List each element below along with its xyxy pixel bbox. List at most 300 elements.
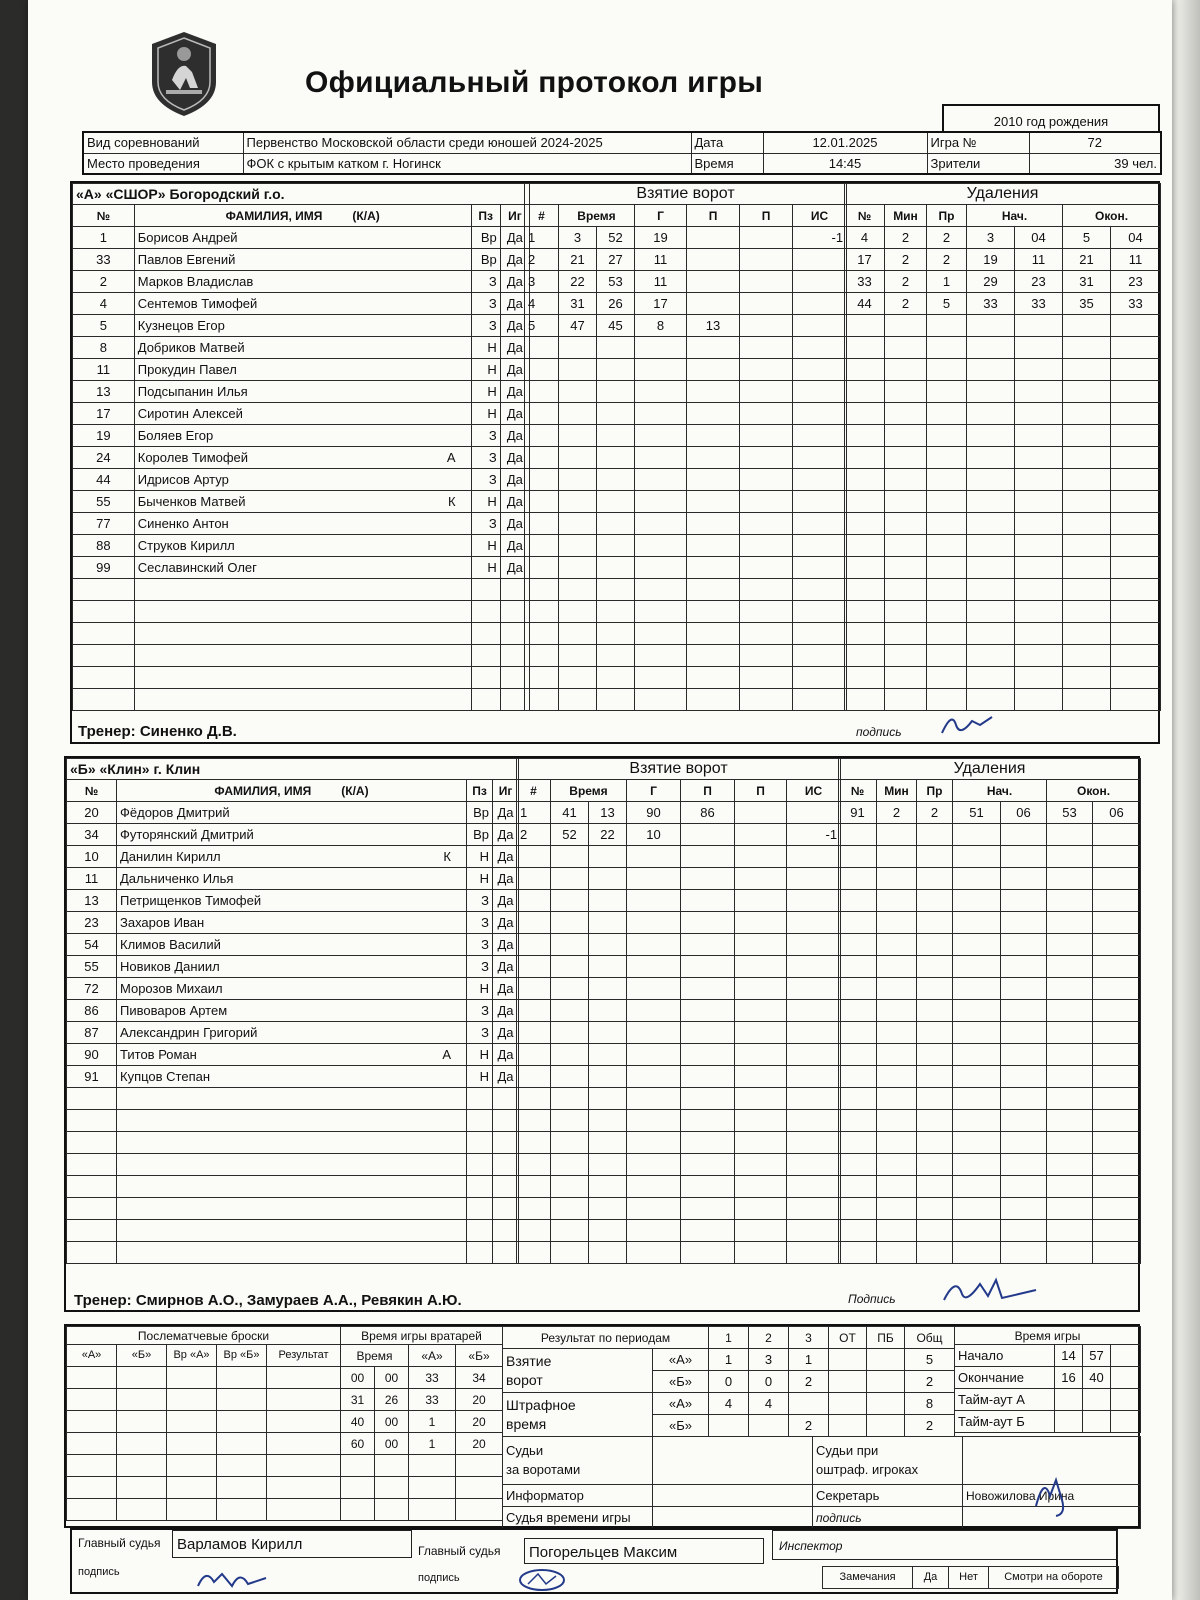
empty-cell — [117, 1198, 467, 1220]
empty-cell — [839, 1154, 877, 1176]
penalty-start-min: 51 — [953, 802, 1001, 824]
player-name-cell — [134, 513, 471, 535]
goalie-team-a: 33 — [409, 1389, 456, 1411]
penalty-start-sec: 23 — [1015, 271, 1063, 293]
empty-cell — [885, 469, 927, 491]
empty-cell — [845, 557, 885, 579]
player-name-cell — [117, 912, 467, 934]
player-position: З — [467, 956, 493, 978]
empty-cell — [559, 513, 597, 535]
player-row — [73, 359, 530, 381]
goal-minute: 52 — [551, 824, 589, 846]
empty-cell — [167, 1477, 217, 1499]
goal-situation — [793, 315, 847, 337]
empty-cell — [1047, 1088, 1093, 1110]
goal-time-header: Время — [559, 205, 635, 227]
player-name-cell — [134, 425, 471, 447]
pim-b-total: 2 — [905, 1415, 955, 1437]
penalty-row — [845, 271, 1161, 293]
player-name: Купцов Степан — [120, 1069, 211, 1084]
empty-cell — [597, 359, 635, 381]
empty-cell — [681, 1132, 735, 1154]
empty-cell — [517, 1198, 551, 1220]
player-name-cell — [134, 491, 471, 513]
player-name: Пивоваров Артем — [120, 1003, 228, 1018]
empty-cell — [845, 601, 885, 623]
empty-cell — [409, 1477, 456, 1499]
player-name-cell — [117, 934, 467, 956]
player-played: Да — [500, 271, 529, 293]
pen-reason-header: Пр — [927, 205, 967, 227]
chief-signature-label: подпись — [78, 1566, 120, 1578]
empty-cell — [687, 469, 740, 491]
team-a-signature-label: подпись — [856, 725, 902, 739]
empty-cell — [1093, 1242, 1141, 1264]
player-number: 72 — [67, 978, 117, 1000]
empty-cell — [953, 1220, 1001, 1242]
empty-cell — [1001, 1000, 1047, 1022]
empty-cell — [1111, 425, 1161, 447]
empty-cell — [787, 934, 841, 956]
shootout-title: Послематчевые броски — [67, 1327, 341, 1345]
empty-cell — [967, 579, 1015, 601]
goal-row — [517, 824, 841, 846]
date-value: 12.01.2025 — [763, 132, 927, 153]
penalty-minutes: 2 — [885, 271, 927, 293]
empty-cell — [681, 890, 735, 912]
empty-cell — [551, 1132, 589, 1154]
empty-cell — [1063, 557, 1111, 579]
pim-a-ot — [829, 1393, 867, 1415]
empty-cell — [1093, 1066, 1141, 1088]
empty-cell — [787, 890, 841, 912]
player-played: Да — [500, 491, 529, 513]
team-b-title: «Б» «Клин» г. Клин — [67, 759, 519, 780]
empty-cell — [597, 535, 635, 557]
empty-cell — [927, 623, 967, 645]
empty-cell — [67, 1154, 117, 1176]
empty-cell — [953, 1242, 1001, 1264]
empty-cell — [517, 1088, 551, 1110]
empty-cell — [493, 1132, 519, 1154]
empty-cell — [559, 359, 597, 381]
chief2-referee-name: Погорельцев Максим — [524, 1538, 764, 1564]
empty-cell — [687, 645, 740, 667]
empty-cell — [967, 359, 1015, 381]
secretary-label: Секретарь — [813, 1485, 963, 1507]
empty-cell — [967, 425, 1015, 447]
start-minutes: 14 — [1055, 1345, 1083, 1367]
player-position: Н — [471, 403, 500, 425]
empty-cell — [589, 1154, 627, 1176]
player-name: Идрисов Артур — [137, 472, 229, 487]
goals-b-so — [867, 1371, 905, 1393]
pim-a-total: 8 — [905, 1393, 955, 1415]
player-played: Да — [500, 447, 529, 469]
empty-cell — [681, 1000, 735, 1022]
player-number: 44 — [73, 469, 135, 491]
empty-cell — [953, 1176, 1001, 1198]
informer-label: Информатор — [503, 1485, 653, 1507]
player-number: 23 — [67, 912, 117, 934]
shootout-col: Результат — [267, 1345, 341, 1367]
pen-min-header: Мин — [885, 205, 927, 227]
shootout-table — [66, 1326, 341, 1521]
empty-cell — [877, 868, 917, 890]
player-row — [73, 469, 530, 491]
player-played: Да — [500, 337, 529, 359]
empty-cell — [117, 1242, 467, 1264]
empty-cell — [1015, 689, 1063, 711]
player-number: 5 — [73, 315, 135, 337]
period-col-ot: ОТ — [829, 1327, 867, 1349]
player-played: Да — [493, 846, 519, 868]
empty-cell — [471, 689, 500, 711]
empty-cell — [1093, 846, 1141, 868]
goal-situation-header: ИС — [787, 780, 841, 802]
empty-cell — [493, 1154, 519, 1176]
empty-cell — [635, 381, 687, 403]
empty-cell — [117, 1154, 467, 1176]
empty-cell — [839, 1066, 877, 1088]
empty-cell — [1001, 1066, 1047, 1088]
goalie-time-col-b: «Б» — [456, 1345, 503, 1367]
player-played: Да — [500, 293, 529, 315]
empty-cell — [471, 623, 500, 645]
pim-a-p3 — [789, 1393, 829, 1415]
penalty-minutes: 2 — [885, 249, 927, 271]
empty-cell — [1111, 447, 1161, 469]
empty-cell — [740, 381, 793, 403]
empty-cell — [1093, 1000, 1141, 1022]
player-name-cell — [117, 1044, 467, 1066]
goal-number: 3 — [525, 271, 559, 293]
empty-cell — [793, 337, 847, 359]
goal-assist-1 — [687, 227, 740, 249]
empty-cell — [967, 403, 1015, 425]
goalie-time-min: 31 — [341, 1389, 375, 1411]
empty-cell — [167, 1389, 217, 1411]
player-name: Сиротин Алексей — [137, 406, 243, 421]
empty-cell — [967, 535, 1015, 557]
empty-cell — [927, 469, 967, 491]
player-name: Борисов Андрей — [137, 230, 238, 245]
player-row — [73, 557, 530, 579]
empty-cell — [456, 1499, 503, 1521]
player-row — [73, 227, 530, 249]
player-played: Да — [500, 227, 529, 249]
empty-cell — [627, 1088, 681, 1110]
penalty-minutes: 2 — [877, 802, 917, 824]
goals-b-p3: 2 — [789, 1371, 829, 1393]
empty-cell — [117, 1389, 167, 1411]
empty-cell — [67, 1198, 117, 1220]
team-a-title: «А» «СШОР» Богородский г.о. — [73, 184, 530, 205]
empty-cell — [917, 868, 953, 890]
goal-number: 2 — [517, 824, 551, 846]
empty-cell — [525, 601, 559, 623]
empty-cell — [493, 1176, 519, 1198]
empty-cell — [1063, 447, 1111, 469]
empty-cell — [1063, 645, 1111, 667]
empty-cell — [73, 623, 135, 645]
roster-pos-header: Пз — [467, 780, 493, 802]
player-name-cell — [134, 557, 471, 579]
empty-cell — [953, 912, 1001, 934]
goal-second: 26 — [597, 293, 635, 315]
penalty-end-sec: 04 — [1111, 227, 1161, 249]
empty-cell — [167, 1367, 217, 1389]
empty-cell — [917, 1242, 953, 1264]
penalties-title: Удаления — [839, 759, 1141, 780]
player-played: Да — [500, 381, 529, 403]
empty-cell — [681, 1088, 735, 1110]
empty-cell — [1063, 315, 1111, 337]
goal-assist2-header: П — [740, 205, 793, 227]
page-title: Официальный протокол игры — [305, 66, 764, 99]
empty-cell — [967, 623, 1015, 645]
empty-cell — [917, 824, 953, 846]
player-played: Да — [493, 978, 519, 1000]
empty-cell — [839, 1000, 877, 1022]
empty-cell — [1111, 689, 1161, 711]
empty-cell — [877, 846, 917, 868]
goal-assist-2 — [740, 315, 793, 337]
empty-cell — [517, 868, 551, 890]
empty-cell — [687, 557, 740, 579]
pen-reason-header: Пр — [917, 780, 953, 802]
player-row — [67, 956, 519, 978]
empty-cell — [885, 557, 927, 579]
summary-section — [64, 1324, 1140, 1528]
empty-cell — [839, 1242, 877, 1264]
empty-cell — [1111, 535, 1161, 557]
empty-cell — [589, 1176, 627, 1198]
empty-cell — [73, 689, 135, 711]
empty-cell — [493, 1088, 519, 1110]
player-name-cell — [134, 315, 471, 337]
empty-cell — [517, 1000, 551, 1022]
player-name-cell — [134, 469, 471, 491]
pen-start-header: Нач. — [967, 205, 1063, 227]
empty-cell — [953, 1110, 1001, 1132]
empty-cell — [953, 978, 1001, 1000]
empty-cell — [845, 469, 885, 491]
empty-cell — [1063, 623, 1111, 645]
empty-cell — [787, 1110, 841, 1132]
empty-cell — [517, 956, 551, 978]
empty-cell — [877, 1066, 917, 1088]
empty-cell — [1093, 956, 1141, 978]
empty-cell — [551, 1000, 589, 1022]
goal-assist-1 — [687, 293, 740, 315]
remarks-table — [822, 1566, 1119, 1589]
goal-scorer: 19 — [635, 227, 687, 249]
empty-cell — [467, 1176, 493, 1198]
empty-cell — [793, 579, 847, 601]
empty-cell — [551, 934, 589, 956]
goal-scorer: 8 — [635, 315, 687, 337]
empty-cell — [456, 1477, 503, 1499]
empty-cell — [341, 1477, 375, 1499]
empty-cell — [589, 846, 627, 868]
team-b-roster — [66, 758, 519, 1264]
player-name: Павлов Евгений — [137, 252, 236, 267]
empty-cell — [953, 1044, 1001, 1066]
empty-cell — [967, 337, 1015, 359]
player-row — [67, 1066, 519, 1088]
goalie-time-sec: 26 — [375, 1389, 409, 1411]
player-name-cell — [117, 956, 467, 978]
empty-cell — [1001, 1242, 1047, 1264]
empty-cell — [967, 601, 1015, 623]
empty-cell — [681, 1242, 735, 1264]
empty-cell — [1001, 1154, 1047, 1176]
empty-cell — [525, 447, 559, 469]
empty-cell — [551, 1022, 589, 1044]
pim-team-a: «А» — [653, 1393, 709, 1415]
player-name: Сеславинский Олег — [137, 560, 257, 575]
empty-cell — [953, 934, 1001, 956]
player-position: З — [471, 447, 500, 469]
empty-cell — [1063, 513, 1111, 535]
player-row — [67, 824, 519, 846]
player-number: 13 — [67, 890, 117, 912]
pim-b-p3: 2 — [789, 1415, 829, 1437]
empty-cell — [559, 623, 597, 645]
player-name: Футорянский Дмитрий — [120, 827, 254, 842]
empty-cell — [217, 1389, 267, 1411]
empty-cell — [681, 846, 735, 868]
empty-cell — [134, 645, 471, 667]
goals-b-p1: 0 — [709, 1371, 749, 1393]
empty-cell — [845, 645, 885, 667]
empty-cell — [917, 978, 953, 1000]
empty-cell — [517, 934, 551, 956]
empty-cell — [877, 1220, 917, 1242]
penalty-minutes: 2 — [885, 293, 927, 315]
empty-cell — [67, 1455, 117, 1477]
empty-cell — [1063, 403, 1111, 425]
player-row — [73, 425, 530, 447]
empty-cell — [627, 1220, 681, 1242]
empty-cell — [409, 1499, 456, 1521]
player-position: З — [471, 293, 500, 315]
empty-cell — [375, 1455, 409, 1477]
empty-cell — [885, 359, 927, 381]
empty-cell — [559, 381, 597, 403]
goalie-team-a: 1 — [409, 1411, 456, 1433]
empty-cell — [525, 535, 559, 557]
empty-cell — [787, 1088, 841, 1110]
pen-start-header: Нач. — [953, 780, 1047, 802]
goalie-time-title: Время игры вратарей — [341, 1327, 503, 1345]
goal-assist-2 — [735, 802, 787, 824]
empty-cell — [517, 1110, 551, 1132]
team-a-coach: Тренер: Синенко Д.В. — [78, 723, 237, 740]
empty-cell — [1001, 1088, 1047, 1110]
empty-cell — [953, 890, 1001, 912]
empty-cell — [117, 1477, 167, 1499]
goal-number: 5 — [525, 315, 559, 337]
player-row — [73, 535, 530, 557]
empty-cell — [1001, 1198, 1047, 1220]
empty-cell — [551, 1198, 589, 1220]
empty-cell — [67, 1499, 117, 1521]
empty-cell — [635, 535, 687, 557]
empty-cell — [525, 645, 559, 667]
player-name-cell — [117, 1022, 467, 1044]
empty-cell — [1001, 1110, 1047, 1132]
empty-cell — [627, 934, 681, 956]
empty-cell — [635, 403, 687, 425]
empty-cell — [597, 403, 635, 425]
empty-cell — [735, 912, 787, 934]
empty-cell — [735, 934, 787, 956]
empty-cell — [953, 846, 1001, 868]
empty-cell — [517, 1176, 551, 1198]
empty-cell — [877, 824, 917, 846]
empty-cell — [67, 1088, 117, 1110]
empty-cell — [845, 513, 885, 535]
empty-cell — [1111, 381, 1161, 403]
empty-cell — [917, 1220, 953, 1242]
empty-cell — [73, 579, 135, 601]
competition-value: Первенство Московской области среди юношей 2024-2025 — [243, 132, 691, 153]
roster-name-header: ФАМИЛИЯ, ИМЯ (К/А) — [134, 205, 471, 227]
empty-cell — [471, 601, 500, 623]
player-number: 11 — [73, 359, 135, 381]
team-b-signature-mark — [936, 1270, 1046, 1310]
empty-cell — [1047, 1132, 1093, 1154]
goal-number: 1 — [525, 227, 559, 249]
empty-cell — [735, 1220, 787, 1242]
team-a-roster — [72, 183, 530, 711]
empty-cell — [845, 425, 885, 447]
player-position: Н — [471, 535, 500, 557]
empty-cell — [1001, 956, 1047, 978]
team-b-goals — [516, 758, 841, 1264]
empty-cell — [877, 956, 917, 978]
empty-cell — [1015, 315, 1063, 337]
empty-cell — [735, 1242, 787, 1264]
empty-cell — [967, 469, 1015, 491]
goal-situation — [787, 802, 841, 824]
player-position: Вр — [471, 249, 500, 271]
goal-number: 2 — [525, 249, 559, 271]
chief-signature-mark — [192, 1560, 282, 1596]
empty-cell — [1111, 645, 1161, 667]
player-position: Н — [471, 491, 500, 513]
empty-cell — [167, 1499, 217, 1521]
empty-cell — [793, 425, 847, 447]
empty-cell — [559, 403, 597, 425]
empty-cell — [375, 1499, 409, 1521]
empty-cell — [917, 934, 953, 956]
empty-cell — [793, 491, 847, 513]
empty-cell — [1093, 890, 1141, 912]
empty-cell — [217, 1499, 267, 1521]
empty-cell — [551, 1088, 589, 1110]
player-name-cell — [134, 293, 471, 315]
empty-cell — [589, 1000, 627, 1022]
empty-cell — [1001, 846, 1047, 868]
empty-cell — [845, 403, 885, 425]
empty-cell — [1047, 1198, 1093, 1220]
empty-cell — [885, 623, 927, 645]
empty-cell — [167, 1411, 217, 1433]
goal-row — [525, 315, 847, 337]
